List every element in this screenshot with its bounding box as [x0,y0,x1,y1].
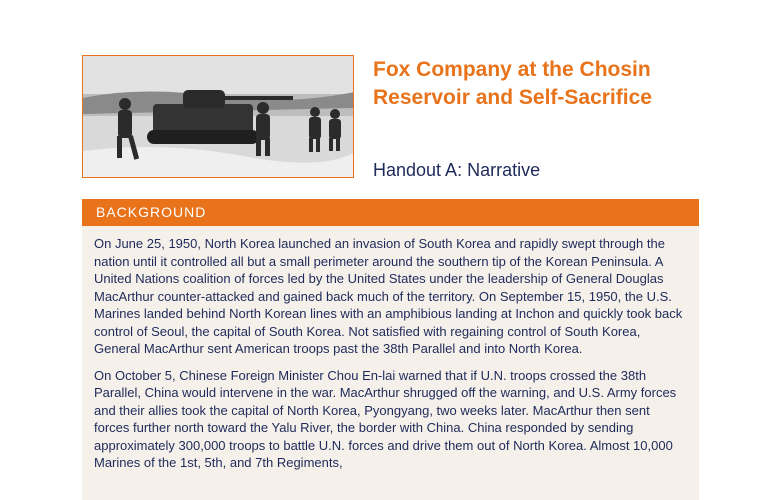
header-photo [82,55,354,178]
section-heading: BACKGROUND [82,199,699,226]
page-title: Fox Company at the Chosin Reservoir and Self-Sacrifice [373,58,652,109]
handout-subtitle: Handout A: Narrative [373,160,541,180]
soldiers-tank-photo [83,56,354,178]
section-content [82,226,699,500]
paragraph: On October 5, Chinese Foreign Minister Chou En-lai warned that if U.N. troops crossed the 38th Parallel, China would intervene in the war. MacArthur shrugged off the warning, and U.S. Army forces and their allies took the capital of North Korea, Pyongyang, two weeks later. MacArthur then sent forces further north toward the Yalu River, the border with China. China responded by sending approximately 300,000 troops to battle U.N. forces and drive them out of North Korea. Almost 10,000 Marines of the 1st, 5th, and 7th Regiments, [94,367,677,470]
paragraph: On June 25, 1950, North Korea launched an invasion of South Korea and rapidly swept through the nation until it controlled all but a small perimeter around the southern tip of the Korean Peninsula. A United Nations coalition of forces led by the United States under the leadership of General Douglas MacArthur counter-attacked and gained back much of the territory. On September 15, 1950, the U.S. Marines landed behind North Korean lines with an amphibious landing at Inchon and quickly took back control of Seoul, the capital of South Korea. Not satisfied with regaining control of South Korea, General MacArthur sent American troops past the 38th Parallel and into North Korea. [94,236,683,356]
